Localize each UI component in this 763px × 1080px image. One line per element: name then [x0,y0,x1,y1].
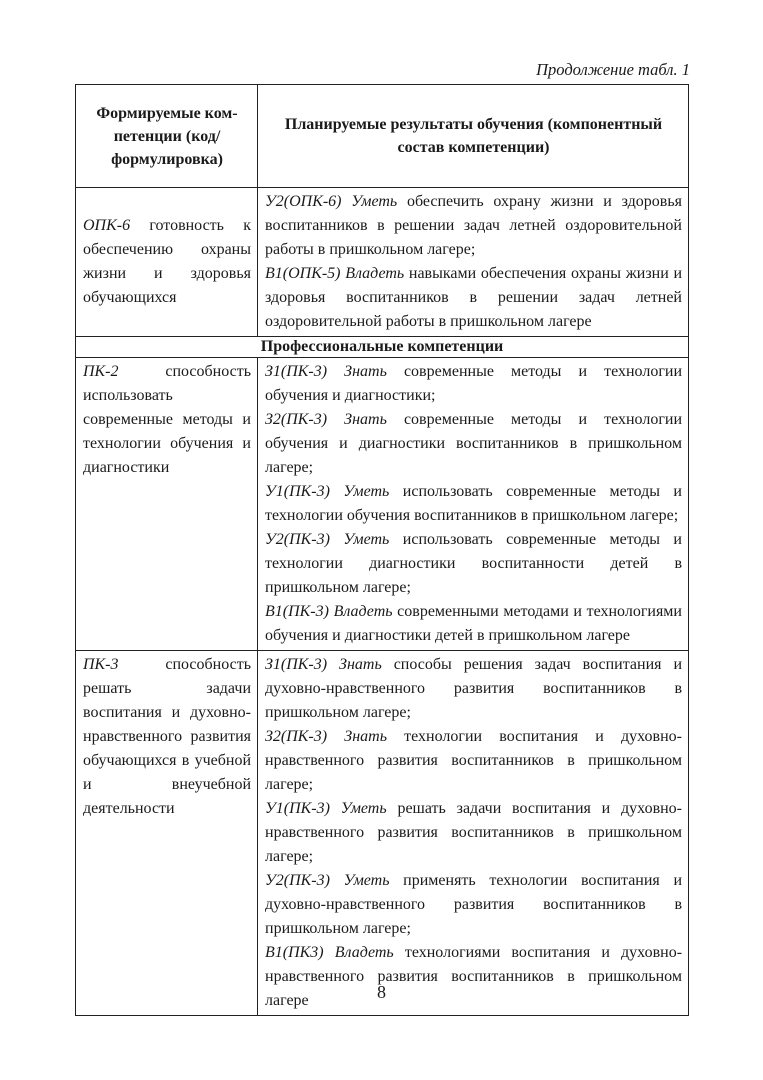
result-verb: Владеть [333,603,393,620]
result-verb: Знать [344,363,387,380]
result-item [265,797,682,869]
result-text: навыками обеспечения охраны жизни и здоровья воспитанников в решении задач летней оздоровительной работы в пришкольном лагере [265,265,683,330]
competency-text: готовность к обеспечению охраны жизни и здоровья обучающихся [83,217,251,306]
result-code: З1(ПК-3) [265,656,328,673]
competency-cell [76,651,258,1016]
result-verb: Уметь [343,531,390,548]
result-verb: Уметь [351,193,398,210]
result-text: способы решения задач воспитания и духовно-нравственного развития воспитанников в пришкольном лагере; [265,656,683,721]
result-item [265,480,682,528]
result-item [265,360,682,408]
result-item [265,528,682,600]
result-text: использовать современные методы и технологии обучения воспитанников в пришкольном лагере; [265,483,682,524]
result-code: З2(ПК-3) [265,728,328,745]
result-text: технологиями воспитания и духовно-нравственного развития воспитанников в пришкольном лагере [265,944,683,1009]
section-title: Профессиональные компетенции [76,337,689,358]
result-verb: Знать [339,656,382,673]
header-competencies: Формируемые ком-петенции (код/формулировка) [76,85,258,188]
result-text: использовать современные методы и технологии диагностики воспитанности детей в пришкольном лагере; [265,531,682,596]
result-text: решать задачи воспитания и духовно-нравственного развития воспитанников в пришкольном лагере; [265,800,683,865]
result-code: З2(ПК-3) [265,411,328,428]
competency-text: способность решать задачи воспитания и духовно-нравственного развития обучающихся в учебной и внеучебной деятельности [83,656,251,817]
result-verb: Уметь [343,483,390,500]
result-text: технологии воспитания и духовно-нравственного развития воспитанников в пришкольном лагере; [265,728,683,793]
result-text: обеспечить охрану жизни и здоровья воспитанников в решении задач летней оздоровительной работы в пришкольном лагере; [265,193,683,258]
header-results: Планируемые результаты обучения (компонентный состав компетенции) [258,85,689,188]
competencies-table [75,84,689,1016]
competency-text: способность использовать современные методы и технологии обучения и диагностики [83,363,251,476]
table-header-row [76,85,689,188]
result-item [265,408,682,480]
result-text: современные методы и технологии обучения и диагностики; [265,363,683,404]
result-item [265,262,682,334]
competency-cell [76,358,258,651]
result-code: У2(ПК-3) [265,531,330,548]
results-cell [258,358,689,651]
page-number: 8 [377,982,386,1002]
result-item [265,600,682,648]
competency-code: ПК-3 [83,656,119,673]
result-item [265,869,682,941]
table-caption: Продолжение табл. 1 [536,60,690,79]
result-code: У1(ПК-3) [265,800,330,817]
result-code: З1(ПК-3) [265,363,328,380]
results-cell [258,651,689,1016]
competency-cell [76,188,258,337]
result-text: применять технологии воспитания и духовно-нравственного развития воспитанников в пришкольном лагере; [265,872,682,937]
result-verb: Владеть [345,265,405,282]
result-text: современными методами и технологиями обучения и диагностики детей в пришкольном лагере [265,603,682,644]
result-code: У2(ПК-3) [265,872,330,889]
result-code: В1(ПК-3) [265,603,329,620]
competency-code: ПК-2 [83,363,119,380]
result-verb: Уметь [343,872,390,889]
result-verb: Знать [344,728,387,745]
result-item [265,725,682,797]
result-code: У1(ПК-3) [265,483,330,500]
result-text: современные методы и технологии обучения и диагностики воспитанников в пришкольном лагере; [265,411,683,476]
result-item [265,190,682,262]
result-code: У2(ОПК-6) [265,193,342,210]
result-code: В1(ОПК-5) [265,265,341,282]
result-verb: Уметь [340,800,387,817]
table-row [76,188,689,337]
result-code: В1(ПК3) [265,944,324,961]
table-row [76,358,689,651]
result-item [265,653,682,725]
table-row [76,651,689,1016]
result-verb: Владеть [334,944,394,961]
section-row [76,337,689,358]
results-cell [258,188,689,337]
result-verb: Знать [344,411,387,428]
competency-code: ОПК-6 [83,217,131,234]
